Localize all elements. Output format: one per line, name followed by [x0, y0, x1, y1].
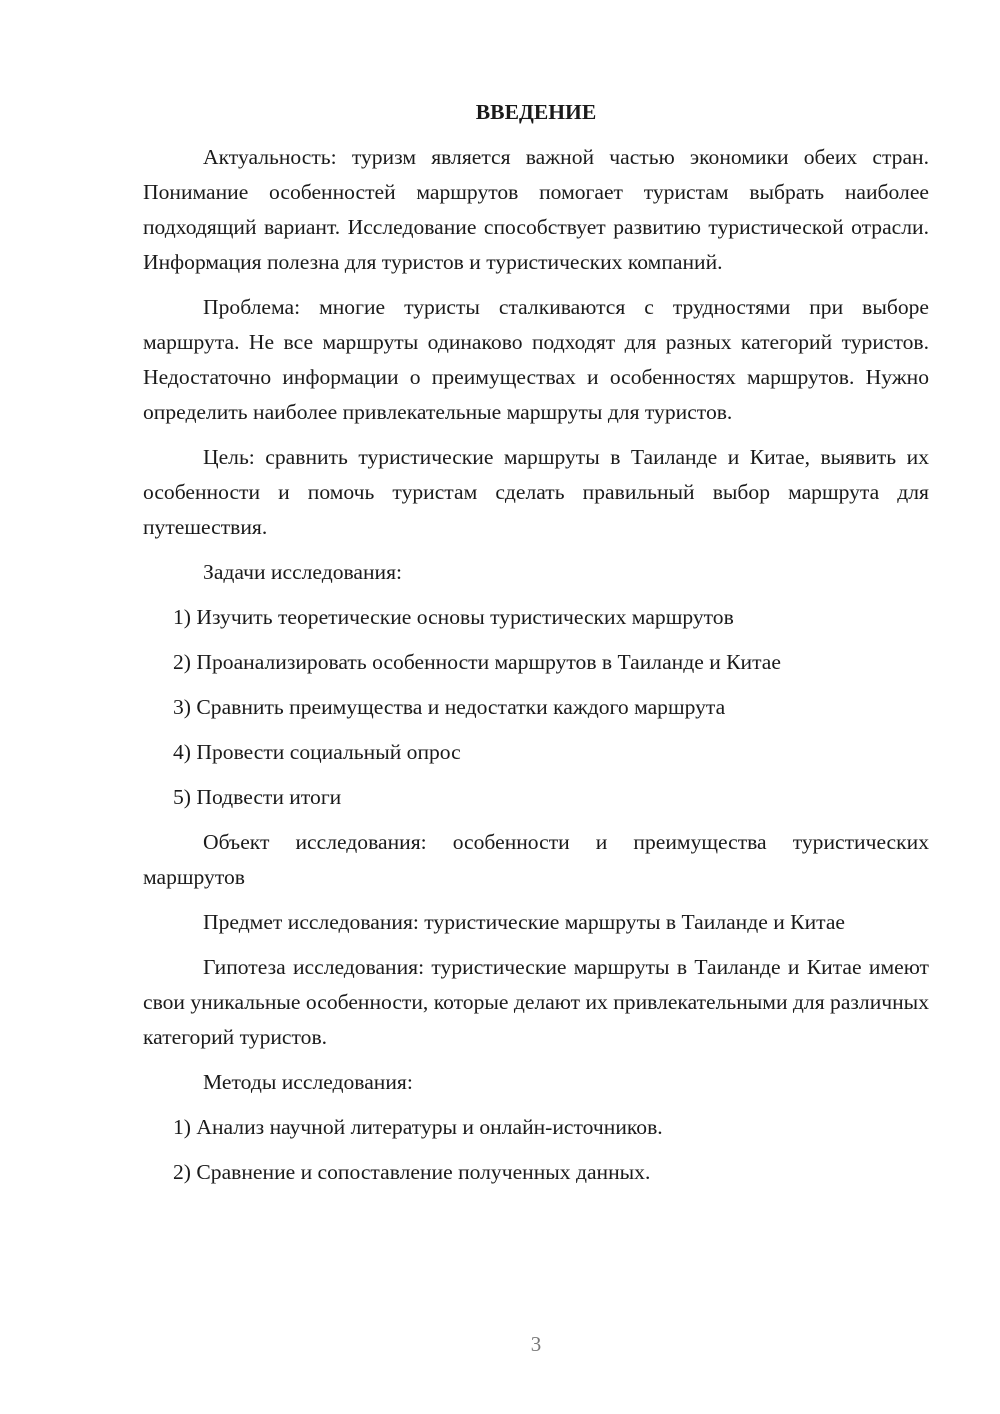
goal-paragraph: Цель: сравнить туристические маршруты в Таиланде и Китае, выявить их особенности и помочь туристам сделать правильный выбор маршрута для путешествия.	[143, 445, 929, 539]
task-item-2: 2) Проанализировать особенности маршрутов в Таиланде и Китае	[173, 650, 781, 674]
section-title: ВВЕДЕНИЕ	[475, 100, 597, 124]
document-page	[143, 95, 929, 1200]
relevance-paragraph: Актуальность: туризм является важной частью экономики обеих стран. Понимание особенностей маршрутов помогает туристам выбрать наиболее подходящий вариант. Исследование способствует развитию туристической отрасли. Информация полезна для туристов и туристических компаний.	[143, 145, 929, 274]
task-item-4: 4) Провести социальный опрос	[173, 740, 461, 764]
method-item-2: 2) Сравнение и сопоставление полученных данных.	[173, 1160, 651, 1184]
tasks-label: Задачи исследования:	[203, 560, 403, 584]
subject-paragraph: Предмет исследования: туристические маршруты в Таиланде и Китае	[203, 910, 845, 934]
task-item-5: 5) Подвести итоги	[173, 785, 342, 809]
problem-paragraph: Проблема: многие туристы сталкиваются с трудностями при выборе маршрута. Не все маршруты одинаково подходят для разных категорий туристов. Недостаточно информации о преимуществах и особенностях маршрутов. Нужно определить наиболее привлекательные маршруты для туристов.	[143, 295, 929, 424]
page-number: 3	[530, 1332, 542, 1356]
task-item-1: 1) Изучить теоретические основы туристических маршрутов	[173, 605, 734, 629]
method-item-1: 1) Анализ научной литературы и онлайн-источников.	[173, 1115, 663, 1139]
hypothesis-paragraph: Гипотеза исследования: туристические маршруты в Таиланде и Китае имеют свои уникальные особенности, которые делают их привлекательными для различных категорий туристов.	[143, 955, 929, 1049]
object-paragraph: Объект исследования: особенности и преимущества туристических маршрутов	[143, 830, 929, 889]
methods-label: Методы исследования:	[203, 1070, 413, 1094]
task-item-3: 3) Сравнить преимущества и недостатки каждого маршрута	[173, 695, 726, 719]
